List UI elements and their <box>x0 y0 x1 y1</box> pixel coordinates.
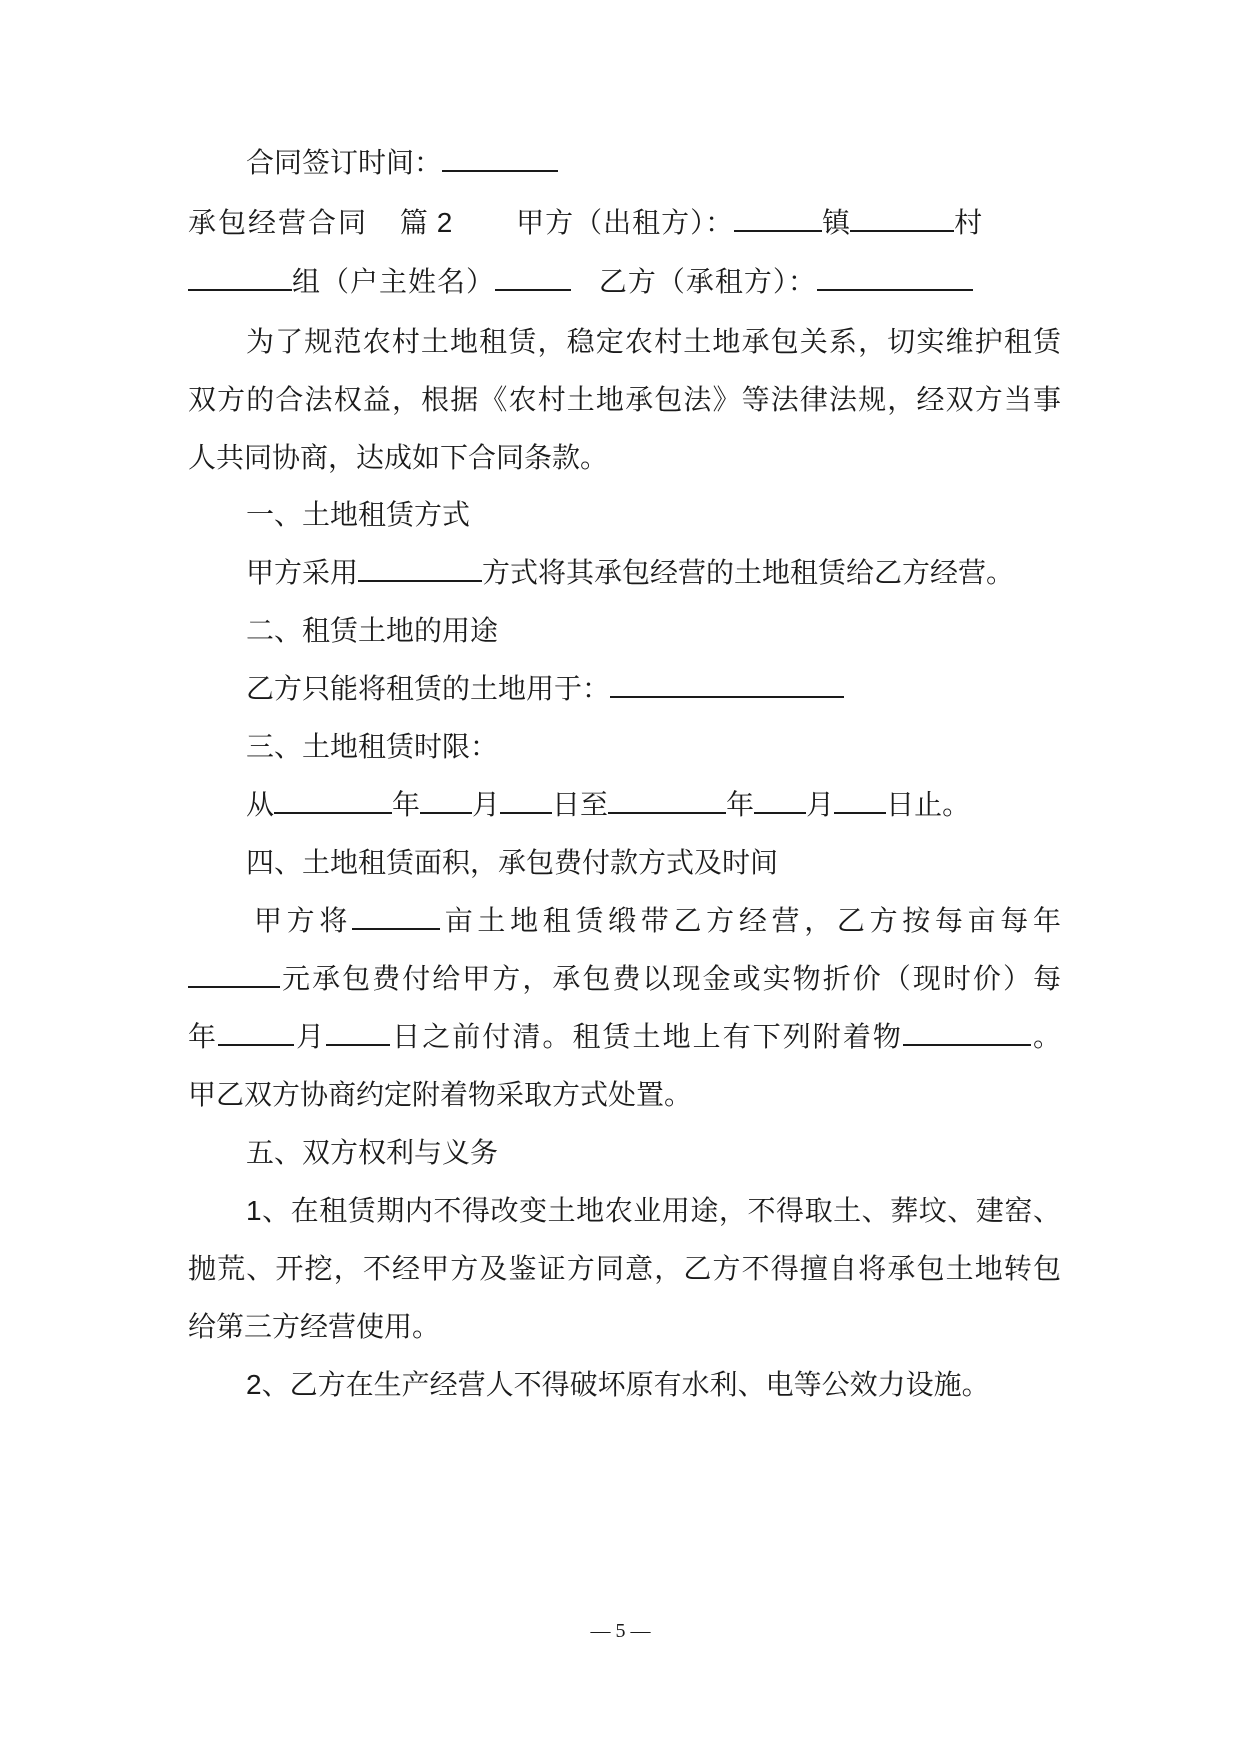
blank <box>817 263 973 291</box>
section-4-line-2 <box>188 959 1061 999</box>
blank <box>326 1018 390 1046</box>
section-1-text <box>246 553 1061 593</box>
item-1-line-2: 抛荒、开挖，不经甲方及鉴证方同意，乙方不得擅自将承包土地转包 <box>188 1252 1061 1285</box>
blank <box>442 144 558 172</box>
blank <box>420 786 472 814</box>
section-2-heading: 二、租赁土地的用途 <box>246 614 499 647</box>
item-2-line <box>246 1365 1061 1405</box>
blank <box>754 786 806 814</box>
month-label: 月 <box>472 788 501 821</box>
section-1-heading: 一、土地租赁方式 <box>246 498 471 531</box>
section-4-line-4: 甲乙双方协商约定附着物采取方式处置。 <box>188 1078 693 1111</box>
page-number: — 5 — <box>590 1620 651 1642</box>
blank <box>834 786 886 814</box>
blank <box>188 263 292 291</box>
blank <box>188 960 280 988</box>
contract-title: 承包经营合同 <box>188 206 369 239</box>
blank <box>352 902 440 930</box>
blank <box>608 786 726 814</box>
group-label: 组（户主姓名） <box>292 265 496 298</box>
blank <box>734 204 822 232</box>
party-b-label: 乙方（承租方）： <box>598 265 817 298</box>
party-line <box>188 262 1061 302</box>
intro-line-3: 人共同协商，达成如下合同条款。 <box>188 441 609 474</box>
day-end-label: 日止。 <box>886 788 971 821</box>
section-5-heading: 五、双方权利与义务 <box>246 1136 499 1169</box>
section-4-line-3-text: 日之前付清。租赁土地上有下列附着物 <box>390 1020 903 1053</box>
year-label: 年 <box>726 788 755 821</box>
month-label: 月 <box>294 1020 327 1053</box>
blank <box>850 204 954 232</box>
section-2-pre: 乙方只能将租赁的土地用于： <box>246 672 611 705</box>
part-label: 篇 <box>399 206 428 239</box>
year-label: 年 <box>392 788 421 821</box>
section-4-pre: 甲方将 <box>254 904 353 937</box>
item-1-line-1 <box>246 1191 1061 1231</box>
period: 。 <box>1030 1020 1061 1053</box>
blank <box>903 1018 1031 1046</box>
blank <box>610 670 844 698</box>
intro-line-1: 为了规范农村土地租赁，稳定农村土地承包关系，切实维护租赁 <box>246 325 1061 358</box>
from-label: 从 <box>246 788 275 821</box>
item-1-text: 、在租赁期内不得改变土地农业用途，不得取土、葬坟、建窑、 <box>261 1194 1061 1227</box>
blank <box>500 786 552 814</box>
section-4-line-2-text: 元承包费付给甲方，承包费以现金或实物折价（现时价）每 <box>280 962 1061 995</box>
section-3-text <box>246 785 1061 825</box>
section-4-heading: 四、土地租赁面积，承包费付款方式及时间 <box>246 846 779 879</box>
blank <box>218 1018 294 1046</box>
section-3-heading: 三、土地租赁时限： <box>246 730 499 763</box>
sign-date-label: 合同签订时间： <box>246 146 443 179</box>
section-2-text <box>246 669 1061 709</box>
section-4-post: 亩土地租赁缎带乙方经营，乙方按每亩每年 <box>440 904 1061 937</box>
title-line <box>188 203 1061 243</box>
item-number: 1 <box>246 1195 262 1226</box>
section-1-post: 方式将其承包经营的土地租赁给乙方经营。 <box>482 556 1015 589</box>
item-2-text: 、乙方在生产经营人不得破坏原有水利、电等公效力设施。 <box>261 1368 990 1401</box>
blank <box>495 263 571 291</box>
blank <box>274 786 392 814</box>
village-label: 村 <box>954 206 983 239</box>
item-number: 2 <box>246 1369 262 1400</box>
section-1-pre: 甲方采用 <box>246 556 359 589</box>
day-to-label: 日至 <box>552 788 609 821</box>
month-label: 月 <box>806 788 835 821</box>
town-label: 镇 <box>822 206 851 239</box>
year-label: 年 <box>188 1020 219 1053</box>
item-1-line-3: 给第三方经营使用。 <box>188 1310 441 1343</box>
intro-line-2: 双方的合法权益，根据《农村土地承包法》等法律法规，经双方当事 <box>188 383 1061 416</box>
sign-date-line <box>246 143 1061 183</box>
section-4-line-3 <box>188 1017 1061 1057</box>
section-4-line-1 <box>254 901 1061 941</box>
part-number: 2 <box>436 207 453 238</box>
blank <box>358 554 482 582</box>
party-a-label: 甲方（出租方）： <box>516 206 735 239</box>
